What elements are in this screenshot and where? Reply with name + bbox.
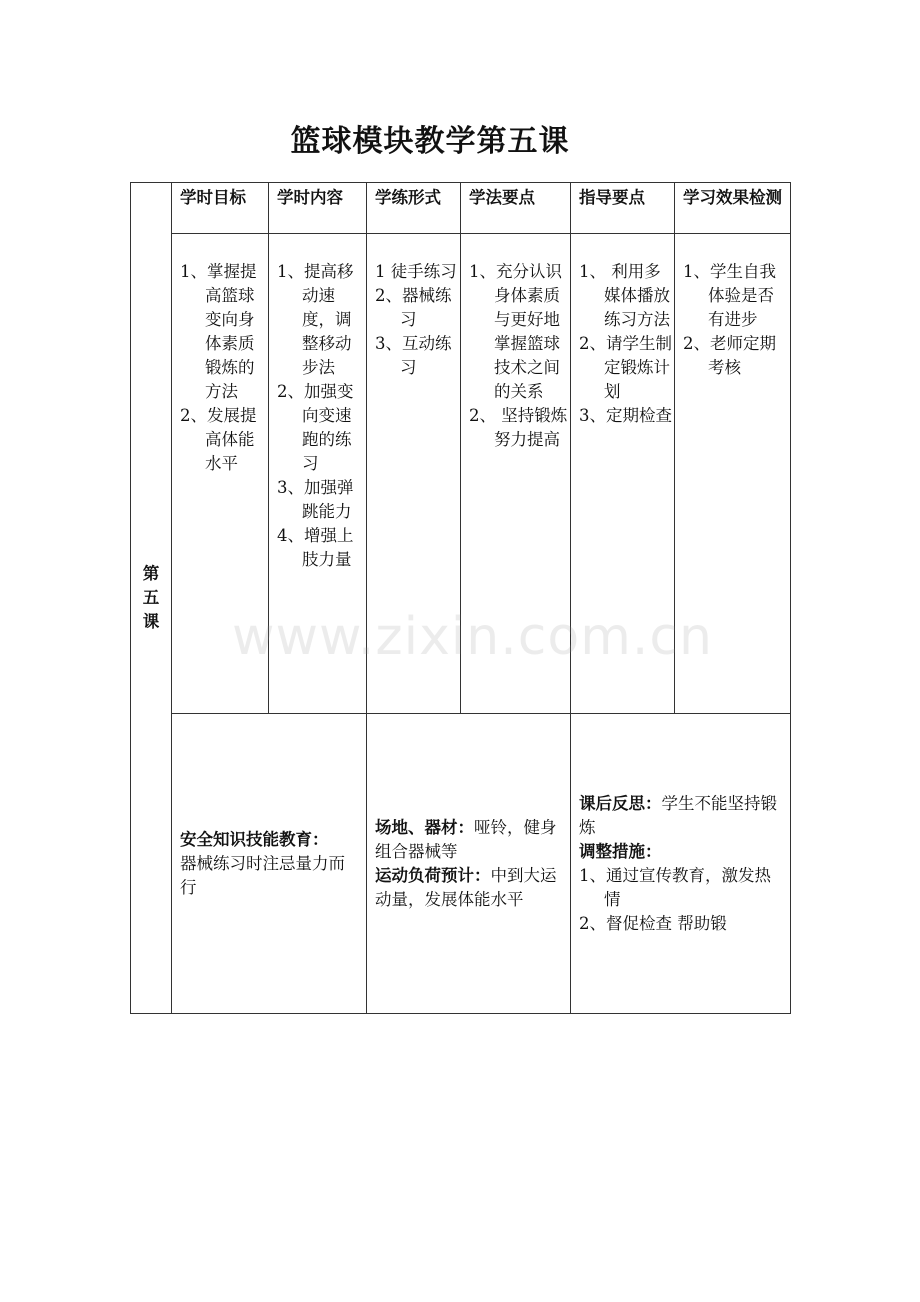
content-row (131, 234, 791, 714)
lesson-plan-table (130, 182, 791, 1014)
content-item: 3、加强弹跳能力 (277, 478, 354, 521)
goal-item: 2、发展提高体能水平 (180, 406, 257, 473)
header-content: 学时内容 (269, 183, 367, 234)
method-cell (461, 234, 571, 714)
form-item: 3、互动练习 (375, 334, 452, 377)
reflection-text: 学生不能坚持锻炼 (579, 793, 777, 837)
header-method: 学法要点 (461, 183, 571, 234)
guidance-item: 3、定期检查 (579, 406, 672, 425)
lesson-label-char: 第 (142, 564, 160, 583)
venue-label: 场地、器材： (375, 817, 474, 837)
measure-item: 2、督促检查 帮助锻 (579, 913, 727, 933)
measure-item: 1、通过宣传教育，激发热情 (579, 865, 771, 909)
assessment-cell (675, 234, 791, 714)
guidance-item: 1、 利用多媒体播放练习方法 (579, 262, 670, 329)
header-guidance: 指导要点 (571, 183, 675, 234)
assessment-item: 2、老师定期考核 (683, 334, 776, 377)
footer-row (131, 714, 791, 1014)
safety-cell (172, 714, 367, 1014)
guidance-cell (571, 234, 675, 714)
form-cell (367, 234, 461, 714)
header-assessment: 学习效果检测 (675, 183, 791, 234)
safety-label: 安全知识技能教育： (180, 829, 329, 849)
content-item: 2、加强变向变速跑的练习 (277, 382, 354, 473)
reflection-cell (571, 714, 791, 1014)
load-label: 运动负荷预计： (375, 865, 491, 885)
content-item: 4、增强上肢力量 (277, 526, 354, 569)
goal-cell (172, 234, 269, 714)
header-row (131, 183, 791, 234)
form-item: 1 徒手练习 (375, 262, 457, 281)
watermark: www.zixin.com.cn (232, 607, 713, 667)
goal-item: 1、掌握提高篮球变向身体素质锻炼的方法 (180, 262, 257, 401)
method-item: 1、充分认识身体素质与更好地掌握篮球技术之间的关系 (469, 262, 562, 401)
measures-label: 调整措施： (579, 841, 662, 861)
load-text: 中到大运动量，发展体能水平 (375, 865, 557, 909)
method-item: 2、 坚持锻炼努力提高 (469, 406, 568, 449)
lesson-label-char: 课 (142, 612, 160, 631)
assessment-item: 1、学生自我体验是否有进步 (683, 262, 776, 329)
guidance-item: 2、请学生制定锻炼计划 (579, 334, 672, 401)
venue-text: 哑铃，健身组合器械等 (375, 817, 557, 861)
content-cell (269, 234, 367, 714)
form-item: 2、器械练习 (375, 286, 452, 329)
header-form: 学练形式 (367, 183, 461, 234)
lesson-label-cell (131, 183, 172, 1014)
page-title: 篮球模块教学第五课 (290, 124, 570, 159)
reflection-label: 课后反思： (579, 793, 662, 813)
lesson-label-char: 五 (142, 588, 160, 607)
safety-text: 器械练习时注忌量力而行 (180, 853, 345, 897)
header-goal: 学时目标 (172, 183, 269, 234)
venue-cell (367, 714, 571, 1014)
content-item: 1、提高移动速度，调整移动步法 (277, 262, 354, 377)
